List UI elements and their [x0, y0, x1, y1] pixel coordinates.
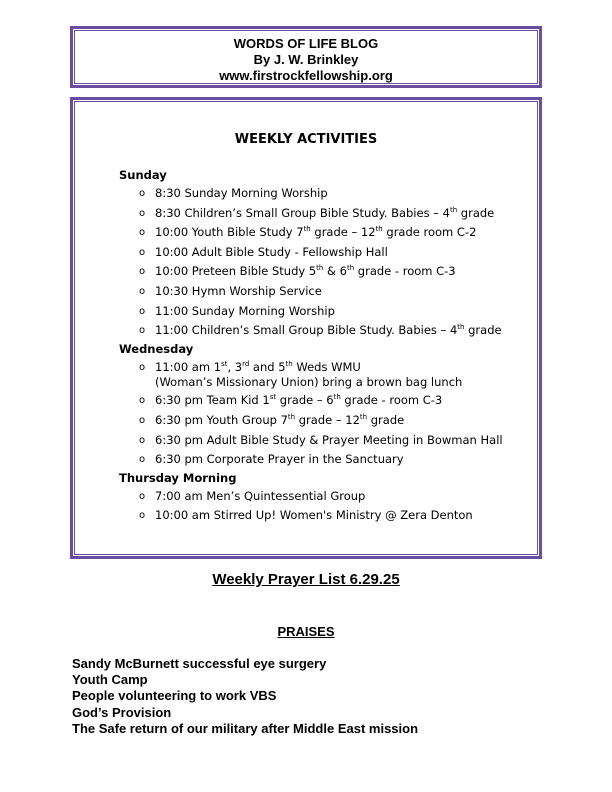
list-item: o 11:00 Sunday Morning Worship — [119, 302, 539, 322]
bullet-icon: o — [139, 207, 146, 219]
list-item: o 6:30 pm Team Kid 1st grade – 6th grade - room C-3 — [119, 391, 539, 411]
list-item: o 6:30 pm Youth Group 7th grade – 12th grade — [119, 411, 539, 431]
bullet-icon: o — [139, 395, 146, 407]
day-heading-wednesday: Wednesday — [119, 341, 194, 356]
day-heading-sunday: Sunday — [119, 168, 167, 182]
bullet-icon: o — [139, 325, 146, 337]
day-heading-thursday: Thursday Morning — [119, 470, 237, 485]
list-item-continuation: (Woman’s Missionary Union) bring a brown bag lunch — [155, 375, 463, 390]
prayer-list-title: Weekly Prayer List 6.29.25 — [212, 571, 400, 588]
list-item: o 6:30 pm Adult Bible Study & Prayer Meeting in Bowman Hall — [119, 431, 539, 451]
list-item: o 10:00 am Stirred Up! Women's Ministry @ Zera Denton — [119, 506, 539, 526]
list-item: o 11:00 Children’s Small Group Bible Study. Babies – 4th grade — [119, 321, 539, 341]
list-item: o 10:30 Hymn Worship Service — [119, 282, 539, 302]
list-item: o 8:30 Sunday Morning Worship — [119, 184, 539, 204]
bullet-icon: o — [139, 285, 146, 297]
bullet-icon: o — [139, 490, 146, 502]
activities-list — [119, 167, 539, 526]
weekly-activities-title: WEEKLY ACTIVITIES — [234, 132, 378, 147]
list-item: o 7:00 am Men’s Quintessential Group — [119, 487, 539, 507]
bullet-icon: o — [139, 227, 146, 239]
praise-item: The Safe return of our military after Middle East mission — [72, 720, 419, 736]
praises-list — [72, 656, 418, 737]
list-item: o 10:00 Youth Bible Study 7th grade – 12th grade room C-2 — [119, 223, 539, 243]
bullet-icon: o — [139, 454, 146, 466]
weekly-activities-box — [70, 97, 542, 559]
blog-header-box — [70, 26, 542, 88]
blog-website: www.firstrockfellowship.org — [219, 68, 393, 83]
blog-author: By J. W. Brinkley — [253, 52, 359, 67]
bullet-icon: o — [139, 434, 146, 446]
list-item: o 10:00 Adult Bible Study - Fellowship Hall — [119, 243, 539, 263]
praise-item: God’s Provision — [72, 704, 172, 720]
praise-item: People volunteering to work VBS — [72, 688, 277, 704]
praise-item: Sandy McBurnett successful eye surgery — [72, 656, 327, 671]
bullet-icon: o — [139, 188, 146, 199]
list-item: o 10:00 Preteen Bible Study 5th & 6th grade - room C-3 — [119, 262, 539, 282]
bullet-icon: o — [139, 266, 146, 278]
list-item: o 11:00 am 1st, 3rd and 5th Weds WMU (Woman’s Missionary Union) bring a brown bag lunch — [119, 358, 539, 390]
bullet-icon: o — [139, 305, 146, 317]
list-item: o 6:30 pm Corporate Prayer in the Sanctuary — [119, 450, 539, 470]
bullet-icon: o — [139, 414, 146, 426]
blog-title: WORDS OF LIFE BLOG — [233, 36, 379, 51]
bullet-icon: o — [139, 510, 146, 522]
praises-heading: PRAISES — [277, 624, 335, 639]
praise-item: Youth Camp — [72, 672, 148, 688]
bullet-icon: o — [139, 246, 146, 258]
bullet-icon: o — [139, 361, 146, 373]
list-item: o 8:30 Children’s Small Group Bible Study. Babies – 4th grade — [119, 204, 539, 224]
